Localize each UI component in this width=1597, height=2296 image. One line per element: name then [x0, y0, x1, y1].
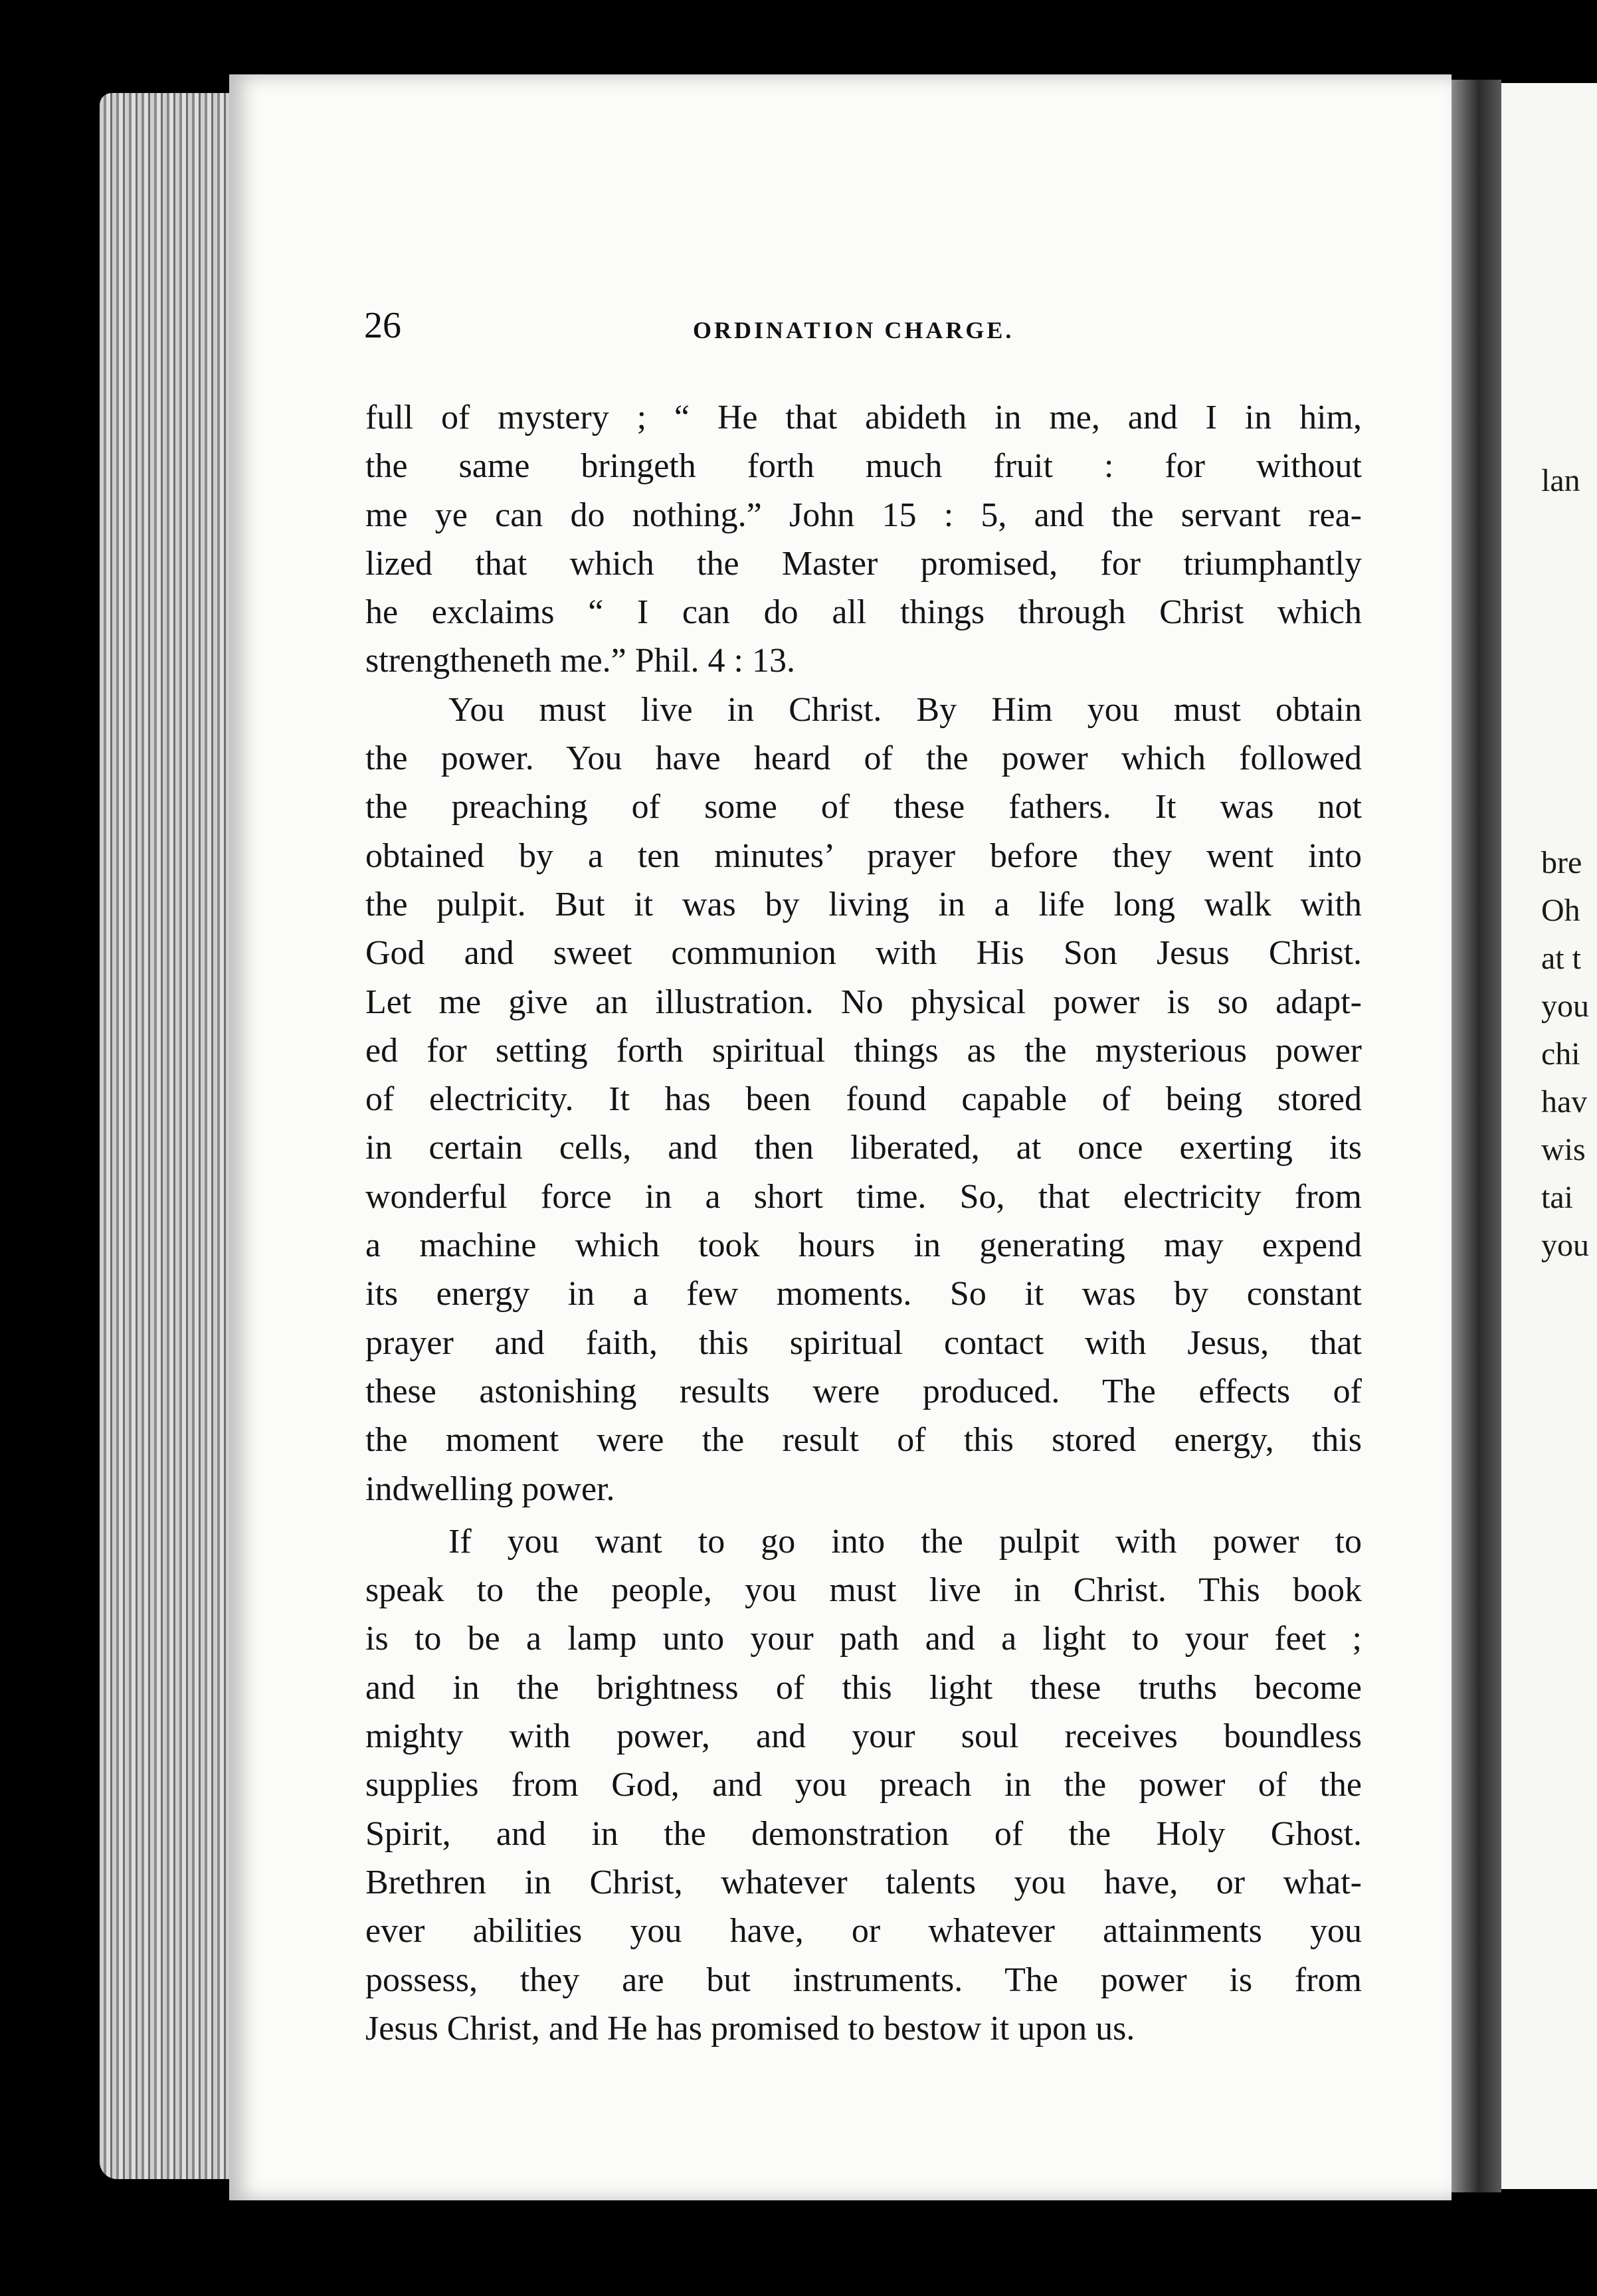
text-line: ever abilities you have, or whatever attainments you — [365, 1912, 1362, 1951]
paragraph — [365, 393, 1362, 686]
facing-fragment: you — [1541, 1228, 1589, 1263]
text-line: ed for setting forth spiritual things as the mysterious power — [365, 1031, 1362, 1070]
facing-fragment: you — [1541, 989, 1589, 1024]
page-number: 26 — [364, 305, 401, 346]
text-line: full of mystery ; “ He that abideth in me, and I in him, — [365, 399, 1362, 436]
facing-fragment: tai — [1541, 1180, 1573, 1215]
page-body-text — [365, 393, 1362, 2053]
paragraph — [365, 686, 1362, 1513]
paragraph — [365, 1517, 1362, 2053]
text-line: the pulpit. But it was by living in a life long walk with — [365, 885, 1362, 923]
page-header — [364, 304, 1387, 344]
facing-fragment: Oh — [1541, 893, 1580, 928]
facing-fragment: bre — [1541, 845, 1582, 880]
text-line: God and sweet communion with His Son Jesus Christ. — [365, 934, 1362, 973]
text-line: these astonishing results were produced. The effects of — [365, 1372, 1362, 1410]
text-line: supplies from God, and you preach in the power of the — [365, 1766, 1362, 1804]
text-line: Brethren in Christ, whatever talents you have, or what- — [365, 1863, 1362, 1901]
facing-fragment: at t — [1541, 941, 1581, 976]
text-line: he exclaims “ I can do all things through Christ which — [365, 593, 1362, 632]
text-line: of electricity. It has been found capable of being stored — [365, 1080, 1362, 1119]
text-line: indwelling power. — [365, 1470, 615, 1508]
text-line: possess, they are but instruments. The power is from — [365, 1961, 1362, 1999]
text-line: speak to the people, you must live in Christ. This book — [365, 1571, 1362, 1610]
text-line: its energy in a few moments. So it was by constant — [365, 1275, 1362, 1313]
facing-fragment: hav — [1541, 1084, 1588, 1119]
text-line: the moment were the result of this stored energy, this — [365, 1421, 1362, 1460]
text-line: prayer and faith, this spiritual contact with Jesus, that — [365, 1323, 1362, 1362]
text-line: the same bringeth forth much fruit : for without — [365, 447, 1362, 486]
text-line: mighty with power, and your soul receives boundless — [365, 1717, 1362, 1756]
book-page-edges — [100, 93, 239, 2179]
text-line: and in the brightness of this light these truths become — [365, 1668, 1362, 1707]
text-line: You must live in Christ. By Him you must obtain — [448, 690, 1362, 729]
text-line: me ye can do nothing.” John 15 : 5, and the servant rea- — [365, 496, 1362, 534]
text-line: If you want to go into the pulpit with power to — [448, 1522, 1362, 1561]
text-line: in certain cells, and then liberated, at once exerting its — [365, 1129, 1362, 1167]
running-head: ORDINATION CHARGE. — [693, 317, 1014, 343]
text-line: Spirit, and in the demonstration of the Holy Ghost. — [365, 1814, 1362, 1853]
text-line: is to be a lamp unto your path and a light to your feet ; — [365, 1620, 1362, 1658]
text-line: obtained by a ten minutes’ prayer before they went into — [365, 836, 1362, 875]
text-line: the power. You have heard of the power which followed — [365, 739, 1362, 778]
text-line: wonderful force in a short time. So, that electricity from — [365, 1177, 1362, 1216]
text-line: strengtheneth me.” Phil. 4 : 13. — [365, 642, 796, 680]
facing-page — [1501, 83, 1597, 2189]
text-line: a machine which took hours in generating may expend — [365, 1226, 1362, 1265]
book-gutter — [1452, 80, 1501, 2192]
facing-fragment: lan — [1541, 463, 1580, 498]
text-line: Jesus Christ, and He has promised to bestow it upon us. — [365, 2009, 1135, 2048]
text-line: the preaching of some of these fathers. It was not — [365, 788, 1362, 826]
facing-fragment: wis — [1541, 1132, 1586, 1167]
text-line: Let me give an illustration. No physical power is so adapt- — [365, 983, 1362, 1021]
text-line: lized that which the Master promised, for triumphantly — [365, 544, 1362, 583]
facing-fragment: chi — [1541, 1036, 1580, 1072]
